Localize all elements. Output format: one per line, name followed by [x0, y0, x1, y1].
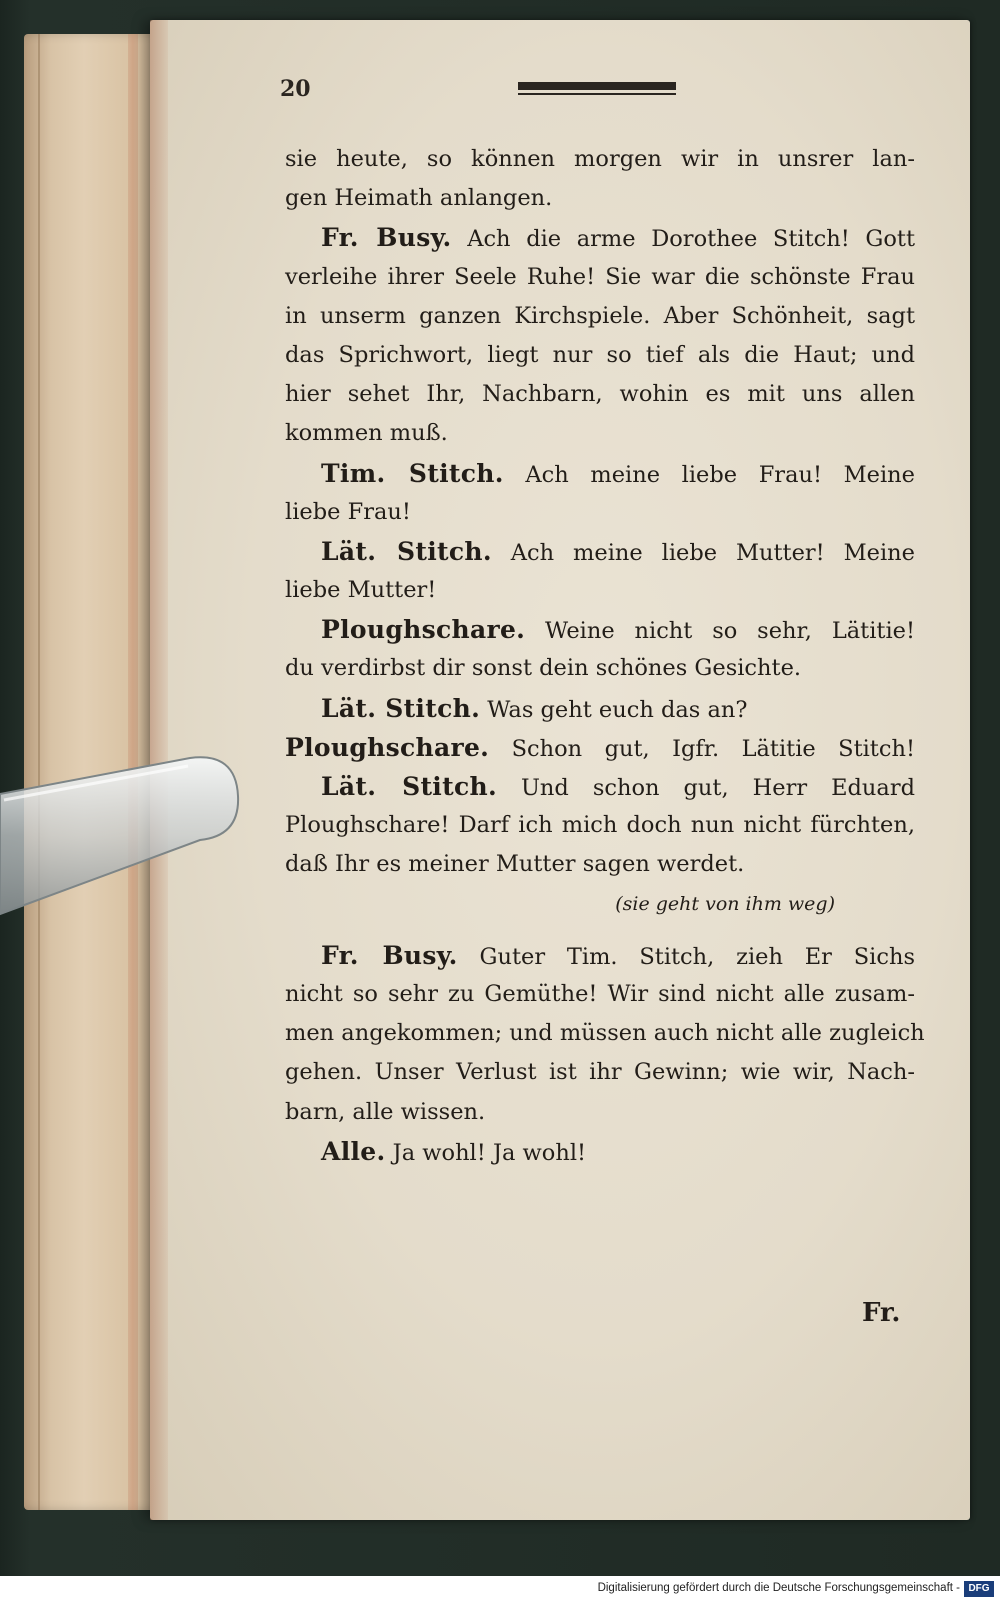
text-line [285, 414, 915, 453]
text-line [285, 493, 915, 532]
text-line [285, 375, 915, 414]
speaker-name: Tim. Stitch. [321, 458, 504, 488]
line-text: verleihe ihrer Seele Ruhe! Sie war die schönste Frau [285, 263, 915, 290]
text-line [285, 975, 915, 1014]
footer-credit: Digitalisierung gefördert durch die Deutsche Forschungsgemeinschaft - [597, 1582, 960, 1594]
line-text: gen Heimath anlangen. [285, 185, 553, 212]
text-line [285, 571, 915, 610]
line-text: daß Ihr es meiner Mutter sagen werdet. [285, 851, 745, 878]
speaker-name: Lät. Stitch. [321, 536, 492, 566]
speaker-name: Fr. Busy. [321, 940, 458, 970]
text-line [285, 454, 915, 493]
text-line [285, 936, 915, 975]
text-line [285, 140, 915, 179]
text-line [285, 218, 915, 257]
page-number: 20 [280, 76, 311, 102]
page-text [285, 140, 925, 1171]
line-text: Schon gut, Igfr. Lätitie Stitch! [511, 735, 915, 762]
line-text: Und schon gut, Herr Eduard [520, 775, 915, 801]
line-text: Weine nicht so sehr, Lätitie! [545, 618, 916, 645]
line-text: hier sehet Ihr, Nachbarn, wohin es mit uns allen [285, 381, 915, 408]
line-text: Ach meine liebe Frau! Meine [525, 461, 915, 488]
text-line [285, 689, 915, 728]
catchword: Fr. [862, 1298, 901, 1328]
line-text: gehen. Unser Verlust ist ihr Gewinn; wie wir, Nach- [285, 1059, 915, 1086]
text-line [285, 610, 915, 649]
line-text: barn, alle wissen. [285, 1098, 486, 1125]
line-text: sie heute, so können morgen wir in unsrer lan- [285, 146, 915, 172]
line-text: das Sprichwort, liegt nur so tief als die Haut; und [285, 341, 915, 368]
speaker-name: Lät. Stitch. [321, 693, 481, 723]
speaker-name: Lät. Stitch. [321, 772, 497, 801]
text-line [285, 728, 915, 767]
line-text: Ploughschare! Darf ich mich doch nun nicht fürchten, [285, 812, 915, 839]
text-line [285, 1053, 915, 1092]
line-text: Ja wohl! Ja wohl! [392, 1139, 587, 1166]
header-rule [518, 82, 676, 96]
text-line [285, 885, 915, 924]
line-text: nicht so sehr zu Gemüthe! Wir sind nicht alle zusam- [285, 980, 915, 1007]
line-text: Ach meine liebe Mutter! Meine [510, 539, 915, 566]
line-text: in unserm ganzen Kirchspiele. Aber Schönheit, sagt [285, 302, 915, 329]
text-line [285, 806, 915, 845]
plastic-page-marker [0, 756, 240, 916]
text-line [285, 845, 915, 884]
text-line [285, 297, 915, 336]
speaker-name: Ploughschare. [321, 615, 526, 645]
speaker-name: Ploughschare. [285, 732, 490, 762]
text-line [285, 179, 915, 218]
line-text: liebe Mutter! [285, 577, 437, 604]
text-line [285, 649, 915, 688]
line-text: Guter Tim. Stitch, zieh Er Sichs [479, 943, 915, 970]
text-line [285, 1014, 925, 1053]
text-line [285, 1132, 915, 1171]
line-text: kommen muß. [285, 420, 448, 447]
text-line [285, 767, 915, 806]
line-text: men angekommen; und müssen auch nicht alle zugleich [285, 1020, 925, 1047]
line-text: (sie geht von ihm weg) [615, 892, 835, 915]
dfg-logo: DFG [964, 1581, 994, 1597]
line-text: du verdirbst dir sonst dein schönes Gesichte. [285, 655, 802, 682]
text-line [285, 336, 915, 375]
line-text: Was geht euch das an? [487, 696, 748, 723]
speaker-name: Fr. Busy. [321, 223, 452, 253]
speaker-name: Alle. [321, 1136, 386, 1166]
line-text: Ach die arme Dorothee Stitch! Gott [467, 226, 915, 253]
text-line [285, 532, 915, 571]
text-line [285, 258, 915, 297]
text-line [285, 1093, 915, 1132]
line-text: liebe Frau! [285, 498, 411, 525]
